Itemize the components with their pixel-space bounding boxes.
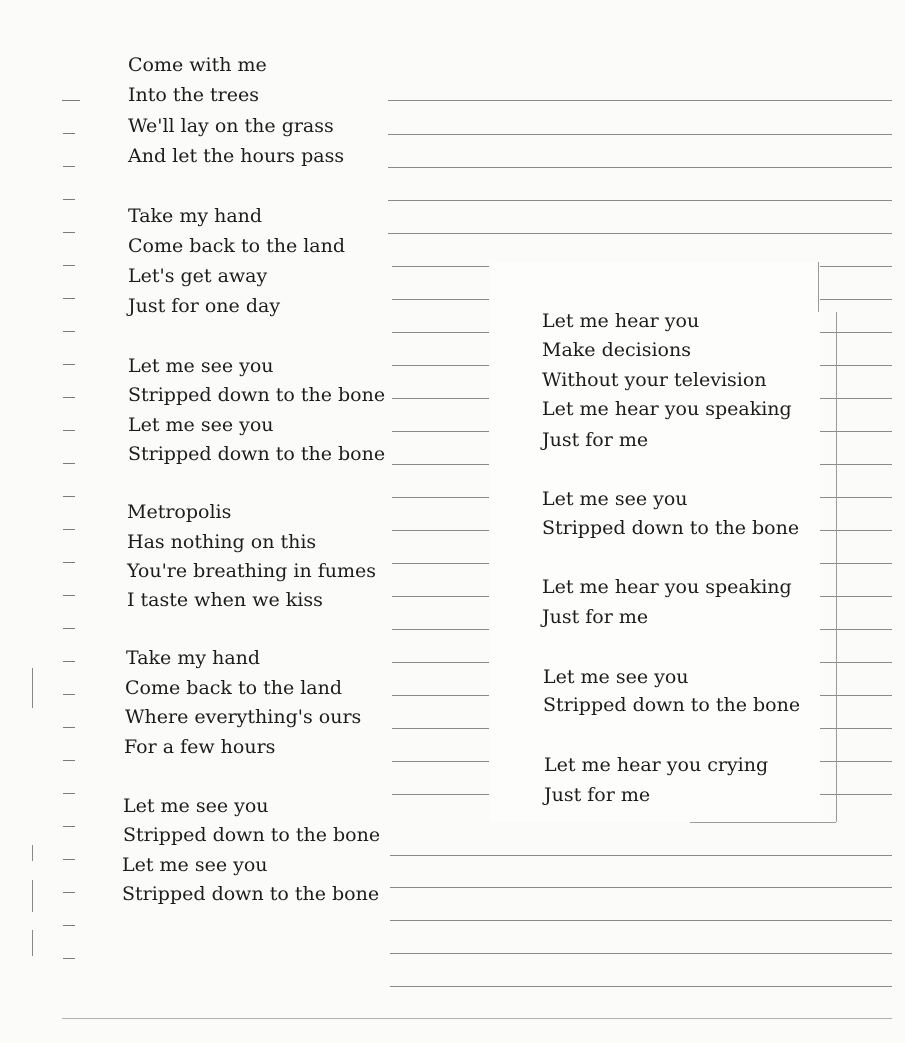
margin-tick bbox=[63, 199, 75, 200]
card-right-edge bbox=[818, 262, 819, 312]
lyric-line: Let me see you bbox=[123, 795, 269, 817]
ruled-line bbox=[388, 200, 892, 201]
ruled-line bbox=[820, 332, 892, 333]
margin-tick bbox=[63, 595, 75, 596]
lyric-line: Let's get away bbox=[128, 265, 268, 287]
margin-tick bbox=[63, 628, 75, 629]
edge-mark bbox=[32, 880, 33, 912]
card-bottom-edge bbox=[690, 822, 836, 823]
lyric-line: Let me hear you speaking bbox=[542, 398, 792, 420]
edge-mark bbox=[32, 930, 33, 956]
ruled-line bbox=[390, 920, 892, 921]
ruled-line bbox=[388, 167, 892, 168]
ruled-line bbox=[390, 953, 892, 954]
edge-mark bbox=[32, 668, 33, 708]
ruled-line bbox=[392, 497, 489, 498]
ruled-line bbox=[820, 629, 892, 630]
margin-tick bbox=[63, 298, 75, 299]
lyric-line: Come with me bbox=[128, 54, 267, 76]
lyric-line: Let me see you bbox=[542, 488, 688, 510]
ruled-line bbox=[820, 563, 892, 564]
lyric-line: Stripped down to the bone bbox=[542, 517, 800, 539]
lyric-line: Let me see you bbox=[543, 666, 689, 688]
ruled-line bbox=[388, 233, 892, 234]
lyric-line: Into the trees bbox=[128, 84, 259, 106]
lyric-line: Take my hand bbox=[126, 647, 261, 669]
ruled-line bbox=[820, 431, 892, 432]
lyric-line: Stripped down to the bone bbox=[123, 824, 381, 846]
lyric-line: Stripped down to the bone bbox=[128, 443, 386, 465]
ruled-line bbox=[392, 761, 489, 762]
ruled-line bbox=[820, 761, 892, 762]
ruled-line bbox=[388, 134, 892, 135]
margin-tick bbox=[63, 793, 75, 794]
margin-tick bbox=[63, 694, 75, 695]
lyric-line: And let the hours pass bbox=[128, 145, 345, 167]
ruled-line bbox=[392, 398, 489, 399]
ruled-line bbox=[392, 530, 489, 531]
margin-tick bbox=[63, 529, 75, 530]
margin-tick bbox=[63, 496, 75, 497]
ruled-line bbox=[392, 266, 489, 267]
lyric-line: We'll lay on the grass bbox=[128, 115, 334, 137]
margin-tick bbox=[63, 331, 75, 332]
ruled-line bbox=[820, 398, 892, 399]
ruled-line bbox=[820, 662, 892, 663]
lyric-line: Make decisions bbox=[542, 339, 691, 361]
ruled-line bbox=[392, 464, 489, 465]
lyric-line: I taste when we kiss bbox=[127, 589, 323, 611]
lyric-line: Just for me bbox=[542, 606, 649, 628]
margin-tick bbox=[63, 727, 75, 728]
margin-tick bbox=[63, 760, 75, 761]
lyric-line: Stripped down to the bone bbox=[128, 384, 386, 406]
margin-tick bbox=[63, 661, 75, 662]
ruled-line bbox=[820, 464, 892, 465]
ruled-line bbox=[390, 986, 892, 987]
lyric-line: Just for one day bbox=[128, 295, 281, 317]
ruled-line bbox=[820, 530, 892, 531]
margin-tick bbox=[63, 892, 75, 893]
ruled-line bbox=[392, 332, 489, 333]
margin-tick bbox=[62, 100, 80, 101]
lyric-line: Without your television bbox=[542, 369, 767, 391]
ruled-line bbox=[390, 887, 892, 888]
lyric-line: Come back to the land bbox=[128, 235, 346, 257]
ruled-line bbox=[392, 431, 489, 432]
margin-tick bbox=[63, 925, 75, 926]
ruled-line bbox=[392, 596, 489, 597]
lyric-line: Take my hand bbox=[128, 205, 263, 227]
lyric-line: Let me hear you bbox=[542, 310, 700, 332]
margin-tick bbox=[63, 364, 75, 365]
ruled-line bbox=[392, 695, 489, 696]
margin-tick bbox=[63, 133, 75, 134]
ruled-line bbox=[392, 629, 489, 630]
margin-tick bbox=[63, 826, 75, 827]
lyric-line: Just for me bbox=[544, 784, 651, 806]
lyric-line: Let me hear you crying bbox=[544, 754, 769, 776]
lyric-line: For a few hours bbox=[124, 736, 276, 758]
ruled-line bbox=[390, 855, 892, 856]
ruled-line bbox=[820, 266, 892, 267]
edge-mark bbox=[32, 845, 33, 861]
ruled-line bbox=[820, 596, 892, 597]
ruled-line bbox=[392, 563, 489, 564]
ruled-line bbox=[820, 299, 892, 300]
lyric-line: Stripped down to the bone bbox=[543, 694, 801, 716]
margin-tick bbox=[63, 430, 75, 431]
margin-tick bbox=[63, 166, 75, 167]
lyric-line: You're breathing in fumes bbox=[127, 560, 376, 582]
ruled-line bbox=[392, 728, 489, 729]
margin-tick bbox=[63, 562, 75, 563]
ruled-line bbox=[820, 728, 892, 729]
lyric-line: Where everything's ours bbox=[125, 706, 362, 728]
margin-tick bbox=[63, 265, 75, 266]
ruled-line bbox=[392, 662, 489, 663]
lyric-line: Let me hear you speaking bbox=[542, 576, 792, 598]
ruled-line bbox=[388, 100, 892, 101]
lyric-line: Come back to the land bbox=[125, 677, 343, 699]
ruled-line bbox=[392, 365, 489, 366]
ruled-line bbox=[392, 299, 489, 300]
ruled-line bbox=[392, 794, 489, 795]
card-right-edge bbox=[836, 312, 837, 822]
ruled-line bbox=[62, 1018, 892, 1019]
margin-tick bbox=[63, 958, 75, 959]
lyric-line: Has nothing on this bbox=[127, 531, 317, 553]
lyric-line: Stripped down to the bone bbox=[122, 883, 380, 905]
lyric-line: Let me see you bbox=[122, 854, 268, 876]
lyric-line: Let me see you bbox=[128, 414, 274, 436]
margin-tick bbox=[63, 397, 75, 398]
lyric-line: Metropolis bbox=[127, 501, 232, 523]
ruled-line bbox=[820, 497, 892, 498]
margin-tick bbox=[63, 232, 75, 233]
lyric-line: Let me see you bbox=[128, 355, 274, 377]
margin-tick bbox=[63, 859, 75, 860]
ruled-line bbox=[820, 794, 892, 795]
margin-tick bbox=[63, 463, 75, 464]
ruled-line bbox=[820, 365, 892, 366]
ruled-line bbox=[820, 695, 892, 696]
lyric-line: Just for me bbox=[542, 429, 649, 451]
